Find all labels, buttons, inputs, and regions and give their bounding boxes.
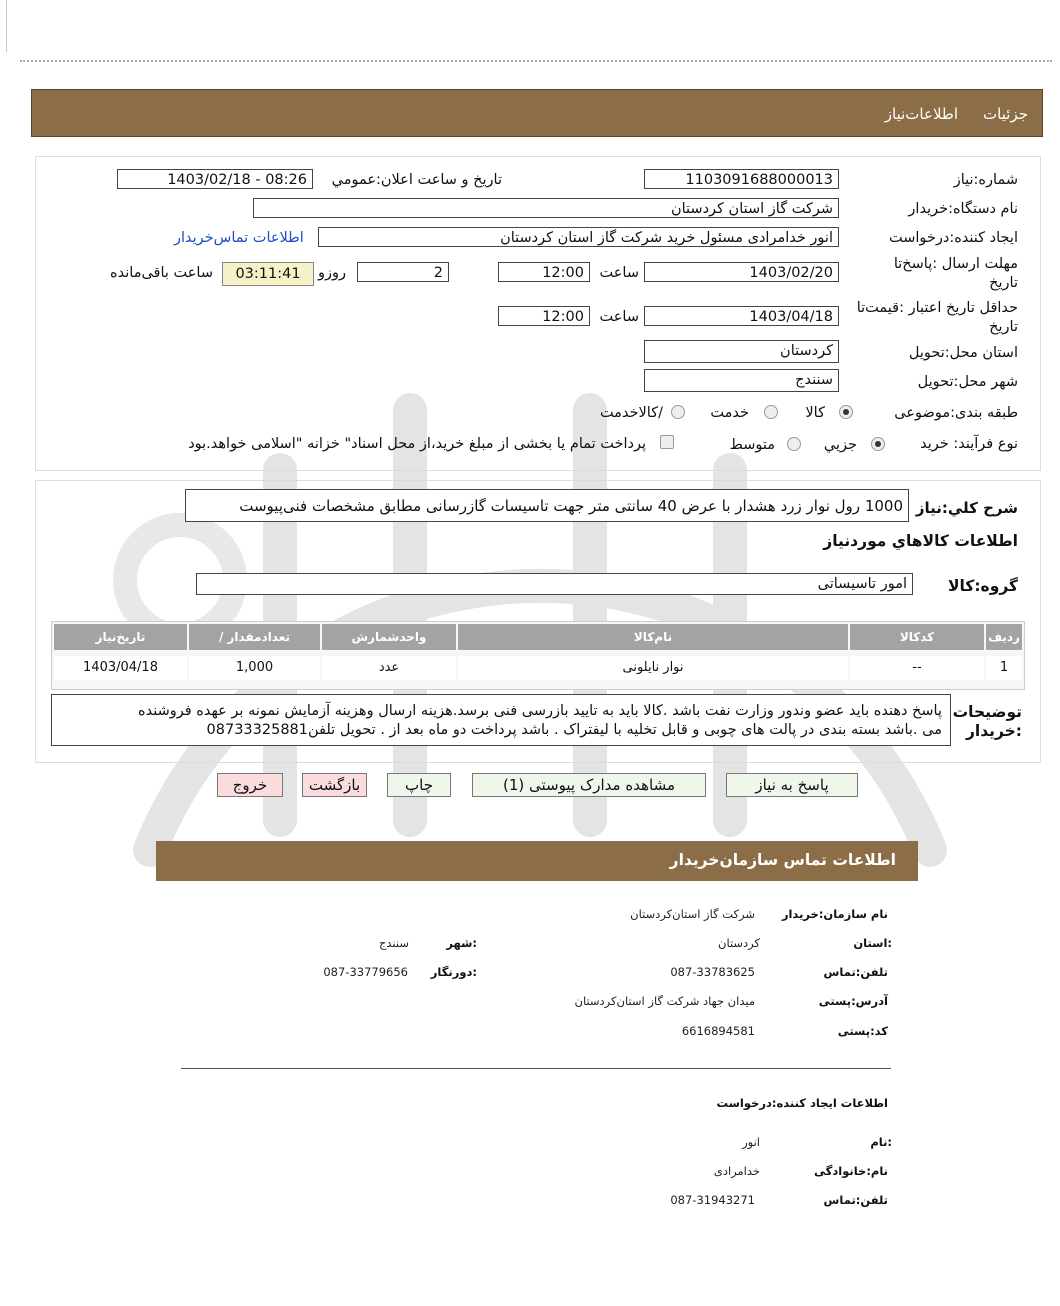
cell-code: --: [850, 656, 984, 680]
need-number-field: 1103091688000013: [644, 169, 839, 189]
category-goods-radio[interactable]: [839, 405, 853, 419]
col-header-row: رديف: [986, 624, 1022, 650]
category-label: طبقه بندی:موضوعی: [894, 405, 1018, 421]
contact-address-value: میدان جهاد شرکت گاز استان‌کردستان: [574, 994, 755, 1008]
contact-fax-label: :دورنگار: [430, 965, 477, 979]
contact-postal-value: 6616894581: [681, 1024, 755, 1038]
creator-info-title: اطلاعات ایجاد کننده:درخواست: [716, 1096, 888, 1110]
province-label: استان محل:تحویل: [908, 345, 1018, 361]
deadline-time-label: ساعت: [599, 265, 639, 281]
creator-family-value: خدامرادی: [713, 1164, 760, 1178]
validity-time-label: ساعت: [599, 309, 639, 325]
creator-label: ایجاد کننده:درخواست: [889, 230, 1018, 246]
creator-phone-label: تلفن:تماس: [823, 1193, 888, 1207]
contact-phone-value: 087-33783625: [670, 965, 755, 979]
back-button[interactable]: بازگشت: [302, 773, 367, 797]
buyer-org-field: شرکت گاز استان کردستان: [253, 198, 839, 218]
process-minor-radio[interactable]: [871, 437, 885, 451]
deadline-date-field: 1403/02/20: [644, 262, 839, 282]
attachments-button[interactable]: مشاهده مدارک پیوستی (1): [472, 773, 706, 797]
col-header-date: تاريخ‌نياز: [54, 624, 187, 650]
remaining-timer: 03:11:41: [222, 262, 314, 286]
creator-name-label: :نام: [870, 1135, 892, 1149]
notes-line-1: پاسخ دهنده باید عضو وندور وزارت نفت باشد .کالا باید به تایید بازرسی فنی برسد.هزینه ارسال وهزینه آزمایش نمونه بر عهده فروشنده: [138, 703, 942, 719]
days-label: روزو: [317, 265, 346, 281]
contact-city-value: سنندج: [378, 936, 409, 950]
left-border-line: [6, 0, 7, 52]
category-goods-label: کالا: [805, 405, 825, 421]
remaining-label: ساعت باقی‌مانده: [110, 265, 213, 281]
cell-quantity: 1,000: [189, 656, 320, 680]
treasury-payment-checkbox[interactable]: [660, 435, 674, 449]
dotted-separator: [20, 60, 1052, 62]
reply-button[interactable]: پاسخ به نیاز: [726, 773, 858, 797]
deadline-label-date: تاریخ: [989, 275, 1018, 291]
contact-divider: [181, 1068, 891, 1069]
validity-label: حداقل تاریخ اعتبار :قیمت‌تا: [856, 300, 1018, 316]
buyer-org-label: نام دستگاه:خریدار: [908, 201, 1018, 217]
page-header: [31, 89, 1043, 137]
announce-field: 1403/02/18 - 08:26: [117, 169, 313, 189]
table-row: 1: [986, 656, 1022, 680]
contact-section-header: [156, 841, 918, 881]
contact-org-value: شرکت گاز استان‌کردستان: [630, 907, 755, 921]
category-goods-service-label: /کالاخدمت: [599, 405, 663, 421]
deadline-label: مهلت ارسال :پاسخ‌تا: [893, 256, 1018, 272]
contact-city-label: :شهر: [446, 936, 477, 950]
process-minor-label: جزيي: [823, 437, 857, 453]
treasury-payment-text: پرداخت تمام یا بخشی از مبلغ خرید،از محل اسناد" خزانه "اسلامی خواهد.بود: [188, 436, 646, 452]
creator-phone-value: 087-31943271: [670, 1193, 755, 1207]
contact-section-title: اطلاعات تماس سازمان‌خریدار: [669, 851, 896, 869]
notes-line-2: می .باشد بسته بندی در پالت های چوبی و قابل تخلیه با لیفتراک . باشد پرداخت دو ماه بعد از . تحویل تلفن08733325881: [206, 722, 942, 738]
process-medium-radio[interactable]: [787, 437, 801, 451]
contact-province-label: :استان: [853, 936, 892, 950]
notes-label-buyer: :خریدار: [965, 722, 1022, 740]
tab-need-info[interactable]: اطلاعات‌نیاز: [884, 105, 958, 123]
contact-phone-label: تلفن:تماس: [823, 965, 888, 979]
need-number-label: شماره:نیاز: [953, 172, 1018, 188]
category-goods-service-radio[interactable]: [671, 405, 685, 419]
province-field: کردستان: [644, 340, 839, 363]
col-header-code: كدكالا: [850, 624, 984, 650]
validity-label-date: تاریخ: [989, 319, 1018, 335]
goods-info-title: اطلاعات كالاهاي موردنياز: [823, 532, 1018, 550]
tab-details[interactable]: جزئیات: [983, 105, 1028, 123]
contact-org-label: نام سازمان:خریدار: [781, 907, 888, 921]
items-table: [51, 621, 1025, 690]
description-field: 1000 رول نوار زرد هشدار با عرض 40 سانتی متر جهت تاسیسات گازرسانی مطابق مشخصات فنی‌پیوست: [185, 489, 909, 522]
announce-label: تاریخ و ساعت اعلان:عمومي: [331, 172, 502, 188]
contact-fax-value: 087-33779656: [323, 965, 408, 979]
buyer-contact-link[interactable]: اطلاعات تماس‌خریدار: [174, 230, 304, 246]
description-label: شرح كلي:نياز: [915, 499, 1018, 517]
validity-time-field: 12:00: [498, 306, 590, 326]
city-field: سنندج: [644, 369, 839, 392]
cell-date: 1403/04/18: [54, 656, 187, 680]
process-type-label: نوع فرآیند: خرید: [920, 436, 1018, 452]
contact-postal-label: کد:پستی: [837, 1024, 888, 1038]
category-service-label: خدمت: [710, 405, 749, 421]
print-button[interactable]: چاپ: [387, 773, 451, 797]
category-service-radio[interactable]: [764, 405, 778, 419]
exit-button[interactable]: خروج: [217, 773, 283, 797]
cell-unit: عدد: [322, 656, 456, 680]
cell-name: نوار نایلونی: [458, 656, 848, 680]
notes-label: توضیحات: [952, 703, 1022, 721]
goods-group-field: امور تاسیساتی: [196, 573, 913, 595]
col-header-quantity: / تعدادمقدار: [189, 624, 320, 650]
creator-field: انور خدامرادی مسئول خرید شرکت گاز استان کردستان: [318, 227, 839, 247]
col-header-name: نام‌كالا: [458, 624, 848, 650]
contact-province-value: کردستان: [718, 936, 760, 950]
creator-name-value: انور: [742, 1135, 760, 1149]
goods-group-label: گروه:كالا: [947, 577, 1018, 595]
process-medium-label: متوسط: [729, 437, 775, 453]
days-remaining-field: 2: [357, 262, 449, 282]
city-label: شهر محل:تحویل: [917, 374, 1018, 390]
deadline-time-field: 12:00: [498, 262, 590, 282]
contact-address-label: آدرس:پستی: [818, 994, 888, 1008]
col-header-unit: واحدشمارش: [322, 624, 456, 650]
validity-date-field: 1403/04/18: [644, 306, 839, 326]
buyer-notes-box: [51, 694, 951, 746]
creator-family-label: نام:خانوادگی: [814, 1164, 888, 1178]
